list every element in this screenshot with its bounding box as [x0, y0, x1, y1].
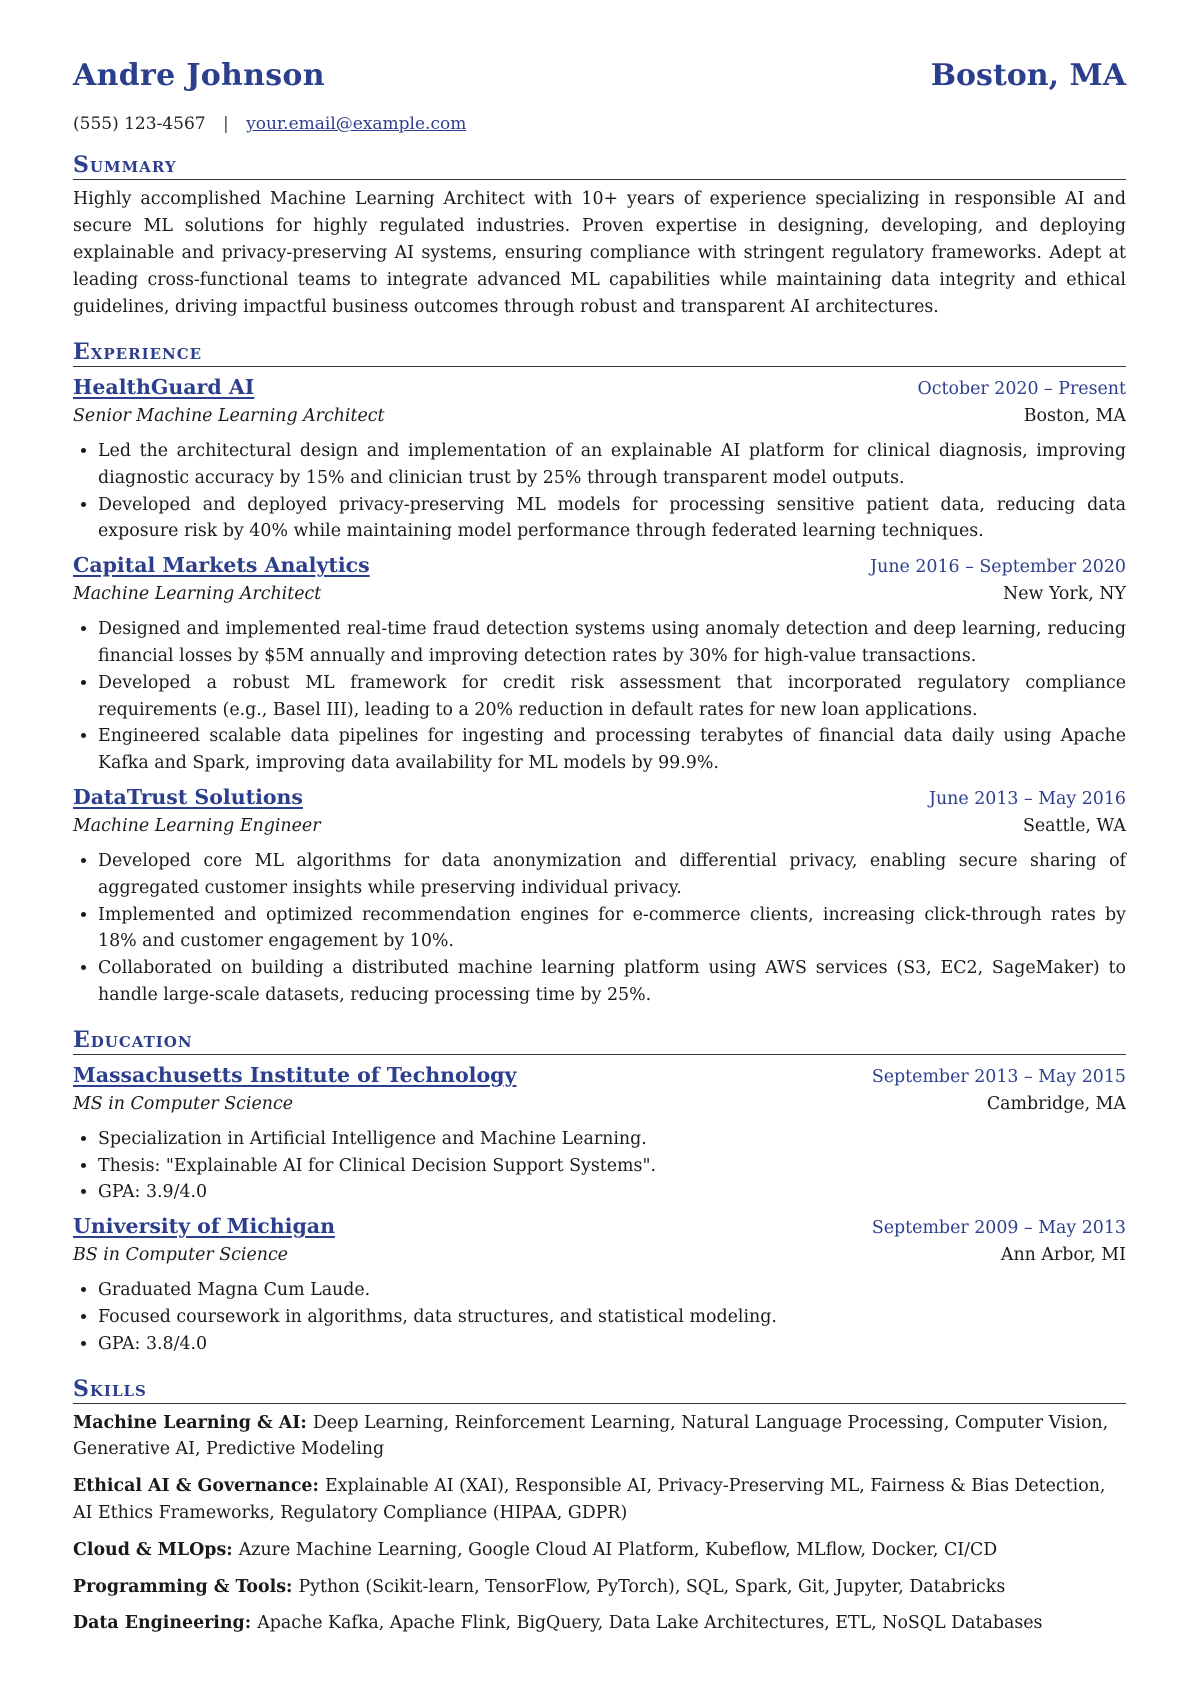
- section-title-experience: Experience: [73, 339, 1126, 367]
- achievement-list: [73, 438, 1126, 545]
- education-detail-item: • Specialization in Artificial Intelligence and Machine Learning.: [98, 1126, 1126, 1153]
- achievement-item: • Developed core ML algorithms for data anonymization and differential privacy, enabling secure sharing of aggregated customer insights while preserving individual privacy.: [98, 848, 1126, 902]
- achievement-item: • Developed a robust ML framework for credit risk assessment that incorporated regulatory compliance requirements (e.g., Basel III), leading to a 20% reduction in default rates for new loan applications.: [98, 670, 1126, 724]
- job-location: Seattle, WA: [1022, 815, 1126, 836]
- school-location: Cambridge, MA: [986, 1093, 1126, 1114]
- skill-row: [73, 1537, 1126, 1564]
- email-link[interactable]: your.email@example.com: [246, 114, 467, 134]
- skill-values: Azure Machine Learning, Google Cloud AI Platform, Kubeflow, MLflow, Docker, CI/CD: [238, 1539, 998, 1560]
- employer-link[interactable]: DataTrust Solutions: [73, 784, 303, 809]
- summary-text: Highly accomplished Machine Learning Architect with 10+ years of experience specializing in responsible AI and secure ML solutions for highly regulated industries. Proven expertise in designing, developing, and deploying explainable and privacy-preserving AI systems, ensuring compliance with stringent regulatory frameworks. Adept at leading cross-functional teams to integrate advanced ML capabilities while maintaining data integrity and ethical guidelines, driving impactful business outcomes through robust and transparent AI architectures.: [73, 189, 1126, 317]
- resume-header: [73, 58, 1126, 102]
- education-detail-item: • Focused coursework in algorithms, data structures, and statistical modeling.: [98, 1304, 1126, 1331]
- skill-values: Deep Learning, Reinforcement Learning, Natural Language Processing, Computer Vision, Generative AI, Predictive Modeling: [73, 1412, 1109, 1460]
- achievement-item: • Collaborated on building a distributed machine learning platform using AWS services (S3, EC2, SageMaker) to handle large-scale datasets, reducing processing time by 25%.: [98, 955, 1126, 1009]
- job-title: Machine Learning Engineer: [73, 815, 321, 836]
- achievement-list: [73, 848, 1126, 1009]
- resume-page: [73, 58, 1126, 1647]
- education-detail-item: • GPA: 3.9/4.0: [98, 1179, 1126, 1206]
- employment-dates: June 2013 – May 2016: [929, 788, 1126, 809]
- skill-category: Data Engineering:: [73, 1613, 258, 1634]
- skill-row: [73, 1610, 1126, 1637]
- job-location: Boston, MA: [1023, 406, 1126, 426]
- contact-line: [73, 114, 1126, 134]
- contact-separator: |: [222, 114, 229, 134]
- phone-number: (555) 123-4567: [73, 114, 206, 134]
- candidate-location: Boston, MA: [930, 58, 1126, 93]
- education-detail-item: • Graduated Magna Cum Laude.: [98, 1277, 1126, 1304]
- achievement-item: • Implemented and optimized recommendation engines for e-commerce clients, increasing click-through rates by 18% and customer engagement by 10%.: [98, 902, 1126, 956]
- education-detail-item: • GPA: 3.8/4.0: [98, 1331, 1126, 1358]
- employer-link[interactable]: Capital Markets Analytics: [73, 553, 370, 578]
- achievement-item: • Developed and deployed privacy-preserving ML models for processing sensitive patient data, reducing data exposure risk by 40% while maintaining model performance through federated learning techniques.: [98, 492, 1126, 546]
- achievement-list: [73, 616, 1126, 777]
- study-dates: September 2009 – May 2013: [871, 1218, 1126, 1239]
- study-dates: September 2013 – May 2015: [871, 1066, 1126, 1087]
- skill-values: Explainable AI (XAI), Responsible AI, Privacy-Preserving ML, Fairness & Bias Detection, AI Ethics Frameworks, Regulatory Compliance (HIPAA, GDPR): [73, 1476, 1106, 1523]
- employment-dates: June 2016 – September 2020: [870, 557, 1126, 578]
- job-title: Senior Machine Learning Architect: [73, 406, 385, 426]
- education-entry: [73, 1212, 1126, 1357]
- school-link[interactable]: Massachusetts Institute of Technology: [73, 1062, 517, 1087]
- employer-link[interactable]: HealthGuard AI: [73, 375, 255, 399]
- job-location: New York, NY: [1003, 584, 1126, 605]
- employment-dates: October 2020 – Present: [917, 379, 1126, 399]
- skill-row: [73, 1574, 1126, 1601]
- skill-category: Programming & Tools:: [73, 1576, 299, 1597]
- education-details: [73, 1126, 1126, 1206]
- school-location: Ann Arbor, MI: [1000, 1245, 1126, 1266]
- skill-values: Apache Kafka, Apache Flink, BigQuery, Data Lake Architectures, ETL, NoSQL Databases: [257, 1613, 1043, 1634]
- job-title: Machine Learning Architect: [73, 584, 322, 605]
- degree: MS in Computer Science: [73, 1093, 293, 1114]
- section-title-skills: Skills: [73, 1376, 1126, 1404]
- degree: BS in Computer Science: [73, 1245, 288, 1266]
- candidate-name: Andre Johnson: [73, 58, 325, 93]
- experience-entry: [73, 551, 1126, 777]
- skills-list: [73, 1410, 1126, 1638]
- experience-entry: [73, 373, 1126, 545]
- education-entry: [73, 1061, 1126, 1206]
- education-detail-item: • Thesis: "Explainable AI for Clinical Decision Support Systems".: [98, 1153, 1126, 1180]
- experience-entry: [73, 783, 1126, 1009]
- achievement-item: • Designed and implemented real-time fraud detection systems using anomaly detection and deep learning, reducing financial losses by $5M annually and improving detection rates by 30% for high-value transactions.: [98, 616, 1126, 670]
- skill-category: Ethical AI & Governance:: [73, 1476, 325, 1497]
- achievement-item: • Engineered scalable data pipelines for ingesting and processing terabytes of financial data daily using Apache Kafka and Spark, improving data availability for ML models by 99.9%.: [98, 723, 1126, 777]
- section-title-summary: Summary: [73, 152, 1126, 180]
- section-title-education: Education: [73, 1027, 1126, 1055]
- skill-row: [73, 1410, 1126, 1464]
- school-link[interactable]: University of Michigan: [73, 1214, 335, 1239]
- skill-category: Machine Learning & AI:: [73, 1412, 313, 1433]
- skill-category: Cloud & MLOps:: [73, 1539, 239, 1560]
- skill-values: Python (Scikit-learn, TensorFlow, PyTorch), SQL, Spark, Git, Jupyter, Databricks: [298, 1576, 1006, 1597]
- education-list: [73, 1061, 1126, 1358]
- skill-row: [73, 1473, 1126, 1527]
- achievement-item: • Led the architectural design and implementation of an explainable AI platform for clinical diagnosis, improving diagnostic accuracy by 15% and clinician trust by 25% through transparent model outputs.: [98, 438, 1126, 492]
- education-details: [73, 1277, 1126, 1357]
- experience-list: [73, 373, 1126, 1009]
